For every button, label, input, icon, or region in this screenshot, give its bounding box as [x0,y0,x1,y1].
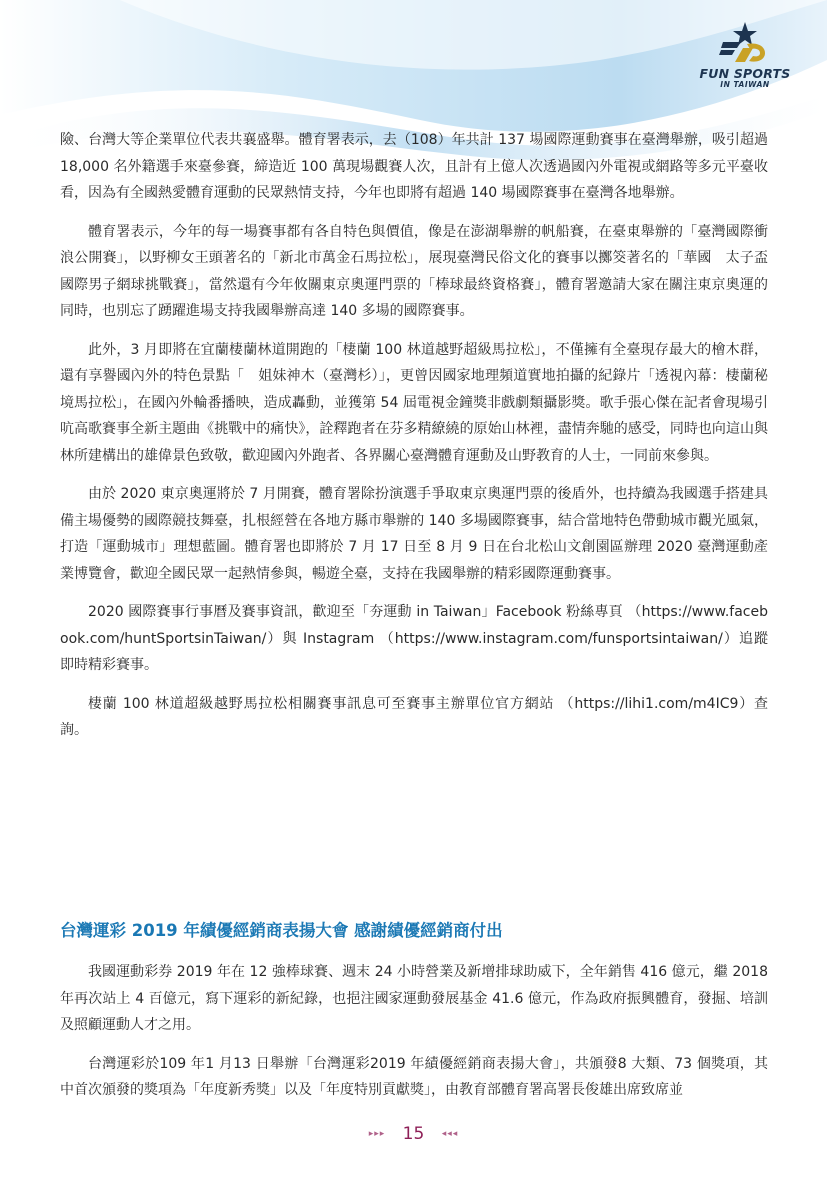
paragraph: 由於 2020 東京奧運將於 7 月開賽，體育署除扮演選手爭取東京奧運門票的後盾外，也持續為我國選手搭建具備主場優勢的國際競技舞臺，扎根經營在各地方縣市舉辦的 140 多場國際賽事，結合當地特色帶動城市觀光風氣，打造「運動城市」理想藍圖。體育署也即將於 7 月 17 日至 8 月 9 日在台北松山文創園區辦理 2020 臺灣運動產業博覽會，歡迎全國民眾一起熱情參與，暢遊全臺，支持在我國舉辦的精彩國際運動賽事。 [60,486,768,582]
logo-title: FUN SPORTS [699,66,791,81]
logo-subtitle: IN TAIWAN [720,80,770,89]
paragraph: 我國運動彩券 2019 年在 12 強棒球賽、週末 24 小時營業及新增排球助威下，全年銷售 416 億元，繼 2018 年再次站上 4 百億元，寫下運彩的新紀錄，也挹注國家運動發展基金 41.6 億元，作為政府振興體育，發掘、培訓及照顧運動人才之用。 [60,964,768,1033]
paragraph-website: 棲蘭 100 林道超級越野馬拉松相關賽事訊息可至賽事主辦單位官方網站 （https://lihi1.com/m4IC9）查詢。 [60,695,768,738]
right-arrows-icon: ◂◂◂ [441,1129,459,1139]
paragraph-links: 2020 國際賽事行事曆及賽事資訊，歡迎至「夯運動 in Taiwan」Facebook 粉絲專頁 （https://www.facebook.com/huntSportsinTaiwan/）與 Instagram （https://www.instagram.com/funsportsintaiwan/）追蹤即時精彩賽事。 [60,604,768,673]
paragraph: 險、台灣大等企業單位代表共襄盛舉。體育署表示，去（108）年共計 137 場國際運動賽事在臺灣舉辦，吸引超過 18,000 名外籍選手來臺參賽，締造近 100 萬現場觀賽人次，且計有上億人次透過國內外電視或網路等多元平臺收看，因為有全國熱愛體育運動的民眾熱情支持，今年也即將有超過 140 場國際賽事在臺灣各地舉辦。 [60,132,768,201]
page-number: 15 [402,1124,425,1144]
left-arrows-icon: ▸▸▸ [368,1129,386,1139]
page-footer [0,1124,827,1144]
paragraph: 體育署表示，今年的每一場賽事都有各自特色與價值，像是在澎湖舉辦的帆船賽，在臺東舉辦的「臺灣國際衝浪公開賽」，以野柳女王頭著名的「新北市萬金石馬拉松」，展現臺灣民俗文化的賽事以擲筊著名的「華國 太子盃國際男子網球挑戰賽」，當然還有今年攸關東京奧運門票的「棒球最終資格賽」，體育署邀請大家在關注東京奧運的同時，也別忘了踴躍進場支持我國舉辦高達 140 多場的國際賽事。 [60,223,768,319]
fun-sports-logo [690,20,800,92]
paragraph: 台灣運彩於109 年1 月13 日舉辦「台灣運彩2019 年績優經銷商表揚大會」，共頒發8 大類、73 個獎項，其中首次頒發的獎項為「年度新秀獎」以及「年度特別貢獻獎」，由教育部體育署高署長俊雄出席致席並 [60,1055,768,1098]
section-body [60,959,768,1116]
fun-sports-star-runner-icon [717,20,773,64]
article-body [60,127,768,756]
paragraph: 此外，3 月即將在宜蘭棲蘭林道開跑的「棲蘭 100 林道越野超級馬拉松」，不僅擁有全臺現存最大的檜木群，還有享譽國內外的特色景點「 姐妹神木（臺灣杉）」，更曾因國家地理頻道實地拍攝的紀錄片「透視內幕：棲蘭秘境馬拉松」，在國內外輪番播映，造成轟動，並獲第 54 屆電視金鐘獎非戲劇類攝影獎。歌手張心傑在記者會現場引吭高歌賽事全新主題曲《挑戰中的痛快》，詮釋跑者在芬多精繚繞的原始山林裡，盡情奔馳的感受，同時也向這山與林所建構出的雄偉景色致敬，歡迎國內外跑者、各界關心臺灣體育運動及山野教育的人士，一同前來參與。 [60,341,768,464]
section-heading: 台灣運彩 2019 年績優經銷商表揚大會 感謝績優經銷商付出 [60,921,503,940]
